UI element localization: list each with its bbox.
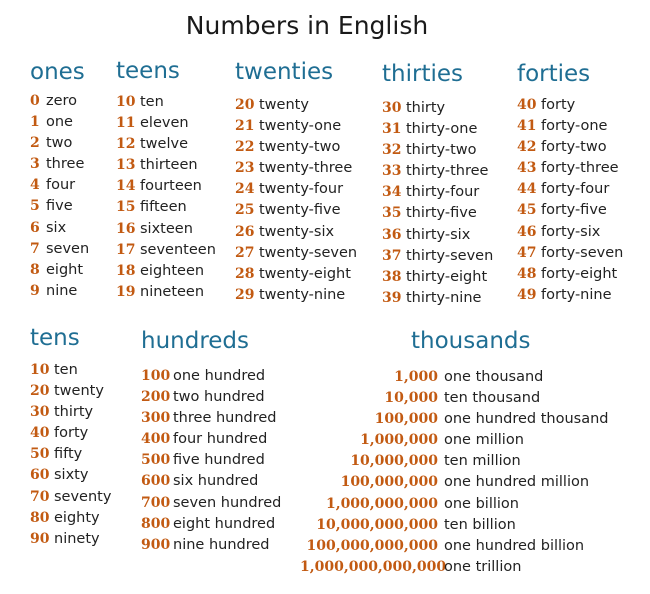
list-item	[235, 116, 357, 137]
section-twenties	[235, 57, 357, 306]
number-word: six	[46, 219, 67, 236]
number-word: sixty	[54, 467, 89, 484]
number-figure: 600	[141, 473, 171, 490]
number-word: three	[46, 156, 85, 173]
section-heading: tens	[30, 325, 80, 351]
number-figure: 1,000,000,000,000	[300, 558, 447, 575]
list-item	[116, 197, 216, 218]
number-word: thirty-eight	[406, 268, 488, 285]
list-item	[300, 472, 609, 493]
number-figure: 26	[235, 223, 255, 240]
number-word: seven hundred	[173, 494, 282, 511]
number-figure: 50	[30, 446, 50, 463]
number-word: forty-seven	[541, 244, 624, 261]
list-item	[116, 240, 216, 261]
list-item	[30, 239, 89, 260]
list-item	[116, 155, 216, 176]
list-item	[300, 430, 609, 451]
number-figure: 25	[235, 202, 255, 219]
list-item	[30, 196, 89, 217]
list-item	[141, 535, 281, 556]
list-item	[30, 154, 89, 175]
number-figure: 15	[116, 199, 136, 216]
number-figure: 10,000,000,000	[316, 516, 438, 533]
number-word: five hundred	[173, 452, 265, 469]
number-figure: 4	[30, 177, 40, 194]
number-figure: 32	[382, 142, 402, 159]
number-figure: 22	[235, 139, 255, 156]
section-heading: forties	[517, 61, 591, 87]
number-word: thirty	[406, 100, 446, 116]
list-item	[300, 409, 609, 430]
number-word: twenty-two	[259, 139, 341, 156]
number-word: thirteen	[140, 157, 198, 174]
number-word: forty	[541, 97, 576, 113]
number-word: five	[46, 198, 73, 215]
number-word: thirty	[54, 404, 94, 421]
list-item	[235, 158, 357, 179]
number-figure: 16	[116, 220, 136, 237]
number-figure: 27	[235, 244, 255, 261]
number-figure: 40	[30, 425, 50, 442]
number-figure: 37	[382, 247, 402, 264]
list-item	[300, 451, 609, 472]
section-heading: hundreds	[141, 328, 250, 354]
section-heading: ones	[30, 59, 85, 85]
number-figure: 13	[116, 157, 136, 174]
list-item	[30, 465, 111, 486]
number-word: one	[46, 114, 73, 131]
number-figure: 60	[30, 467, 50, 484]
number-figure: 36	[382, 226, 402, 243]
list-item	[116, 113, 216, 134]
list-item	[517, 285, 623, 306]
number-word: sixteen	[140, 220, 193, 237]
number-figure: 28	[235, 265, 255, 282]
list-item	[235, 222, 357, 243]
list-item	[517, 243, 623, 264]
list-item	[382, 203, 493, 224]
number-figure: 80	[30, 509, 50, 526]
list-item	[30, 487, 111, 508]
number-word: one billion	[444, 495, 519, 512]
number-figure: 48	[517, 265, 537, 282]
number-figure: 10,000	[384, 390, 438, 407]
number-word: twenty-nine	[259, 286, 346, 303]
list-item	[517, 222, 623, 243]
number-word: thirty-four	[406, 184, 480, 201]
section-heading: twenties	[235, 59, 334, 85]
number-figure: 5	[30, 198, 40, 215]
list-item	[141, 387, 281, 408]
number-word: four hundred	[173, 431, 268, 448]
number-word: one hundred thousand	[444, 411, 609, 428]
number-word: one million	[444, 432, 524, 449]
number-figure: 0	[30, 93, 40, 109]
number-figure: 70	[30, 488, 50, 505]
number-figure: 47	[517, 244, 537, 261]
number-word: ten	[140, 94, 164, 110]
list-item	[300, 515, 609, 536]
number-word: twenty-three	[259, 160, 353, 177]
list-item	[116, 92, 216, 113]
number-figure: 17	[116, 241, 136, 258]
list-item	[382, 98, 493, 119]
number-word: thirty-six	[406, 226, 471, 243]
list-item	[30, 281, 89, 302]
list-item	[141, 408, 281, 429]
list-item	[141, 450, 281, 471]
number-figure: 400	[141, 431, 171, 448]
section-heading: thirties	[382, 61, 463, 87]
list-item	[30, 360, 111, 381]
number-figure: 100	[141, 368, 171, 384]
list-item	[30, 508, 111, 529]
number-figure: 42	[517, 139, 537, 156]
number-figure: 21	[235, 118, 255, 135]
number-word: twenty-four	[259, 181, 344, 198]
number-figure: 900	[141, 536, 171, 553]
list-item	[30, 112, 89, 133]
section-thirties	[382, 59, 493, 309]
number-word: seventy	[54, 488, 112, 505]
number-figure: 35	[382, 205, 402, 222]
number-figure: 40	[517, 97, 537, 113]
number-figure: 24	[235, 181, 255, 198]
list-item	[235, 200, 357, 221]
number-figure: 500	[141, 452, 171, 469]
number-word: twenty	[259, 97, 309, 113]
list-item	[300, 536, 609, 557]
list-item	[235, 137, 357, 158]
number-word: twenty-seven	[259, 244, 358, 261]
number-word: eighty	[54, 509, 100, 526]
section-heading: teens	[116, 58, 180, 84]
list-item	[116, 261, 216, 282]
list-item	[30, 402, 111, 423]
number-word: thirty-three	[406, 163, 489, 180]
list-item	[517, 200, 623, 221]
number-word: twenty-five	[259, 202, 341, 219]
number-word: ten thousand	[444, 390, 541, 407]
list-item	[30, 260, 89, 281]
list-item	[30, 529, 111, 550]
number-word: one hundred million	[444, 474, 590, 491]
number-figure: 20	[235, 97, 255, 113]
list-item	[30, 133, 89, 154]
list-item	[517, 95, 623, 116]
list-item	[382, 288, 493, 309]
number-figure: 7	[30, 240, 40, 257]
number-figure: 3	[30, 156, 40, 173]
section-heading: thousands	[411, 328, 531, 354]
number-word: ninety	[54, 530, 100, 547]
number-figure: 14	[116, 178, 136, 195]
number-figure: 38	[382, 268, 402, 285]
list-item	[300, 557, 609, 578]
number-word: thirty-one	[406, 121, 478, 138]
number-word: ten billion	[444, 516, 516, 533]
list-item	[517, 137, 623, 158]
section-forties	[517, 59, 623, 306]
number-word: forty-three	[541, 160, 619, 177]
list-item	[116, 134, 216, 155]
number-figure: 39	[382, 289, 402, 306]
list-item	[30, 175, 89, 196]
number-figure: 29	[235, 286, 255, 303]
number-word: eighteen	[140, 262, 205, 279]
list-item	[141, 514, 281, 535]
list-item	[235, 264, 357, 285]
section-thousands	[300, 367, 609, 578]
number-figure: 30	[30, 404, 50, 421]
number-word: forty-two	[541, 139, 607, 156]
number-word: thirty-nine	[406, 289, 482, 306]
list-item	[517, 116, 623, 137]
number-word: eight	[46, 261, 84, 278]
number-figure: 11	[116, 115, 136, 132]
number-word: thirty-two	[406, 142, 477, 159]
number-figure: 45	[517, 202, 537, 219]
section-teens	[116, 56, 216, 303]
list-item	[382, 119, 493, 140]
list-item	[141, 429, 281, 450]
list-item	[382, 140, 493, 161]
section-tens	[30, 323, 111, 550]
number-figure: 700	[141, 494, 171, 511]
number-word: forty-five	[541, 202, 607, 219]
number-word: twenty	[54, 383, 104, 400]
number-figure: 200	[141, 389, 171, 406]
list-item	[517, 158, 623, 179]
number-word: one hundred billion	[444, 537, 585, 554]
number-word: nine hundred	[173, 536, 270, 553]
number-figure: 49	[517, 286, 537, 303]
number-figure: 31	[382, 121, 402, 138]
list-item	[30, 423, 111, 444]
number-figure: 43	[517, 160, 537, 177]
number-figure: 8	[30, 261, 40, 278]
list-item	[300, 494, 609, 515]
number-word: one hundred	[173, 368, 266, 384]
number-word: forty	[54, 425, 89, 442]
number-figure: 1	[30, 114, 40, 131]
list-item	[141, 471, 281, 492]
list-item	[116, 176, 216, 197]
list-item	[382, 246, 493, 267]
number-word: fifty	[54, 446, 83, 463]
number-word: ten	[54, 362, 78, 378]
list-item	[116, 219, 216, 240]
number-figure: 12	[116, 136, 136, 153]
number-word: eight hundred	[173, 515, 276, 532]
number-word: one trillion	[444, 558, 522, 575]
number-word: forty-eight	[541, 265, 618, 282]
list-item	[30, 381, 111, 402]
number-word: seven	[46, 240, 90, 257]
list-item	[30, 444, 111, 465]
list-item	[517, 264, 623, 285]
number-figure: 100,000,000,000	[306, 537, 438, 554]
list-item	[235, 95, 357, 116]
number-figure: 20	[30, 383, 50, 400]
list-item	[517, 179, 623, 200]
number-word: fifteen	[140, 199, 187, 216]
number-figure: 6	[30, 219, 40, 236]
number-figure: 1,000,000,000	[325, 495, 438, 512]
number-word: zero	[46, 93, 78, 109]
number-word: seventeen	[140, 241, 216, 258]
number-word: nine	[46, 282, 78, 299]
section-hundreds	[141, 326, 281, 556]
number-word: three hundred	[173, 410, 277, 427]
list-item	[116, 282, 216, 303]
number-word: fourteen	[140, 178, 202, 195]
number-word: nineteen	[140, 283, 205, 300]
list-item	[141, 366, 281, 387]
number-word: two	[46, 135, 73, 152]
list-item	[382, 182, 493, 203]
number-word: forty-six	[541, 223, 601, 240]
number-figure: 800	[141, 515, 171, 532]
number-figure: 9	[30, 282, 40, 299]
list-item	[235, 179, 357, 200]
number-figure: 18	[116, 262, 136, 279]
number-figure: 30	[382, 100, 402, 116]
number-word: twenty-six	[259, 223, 335, 240]
number-figure: 100,000,000	[340, 474, 438, 491]
section-ones	[30, 57, 89, 302]
number-word: thirty-seven	[406, 247, 494, 264]
number-figure: 33	[382, 163, 402, 180]
number-figure: 41	[517, 118, 537, 135]
number-word: twenty-one	[259, 118, 342, 135]
number-figure: 1,000,000	[360, 432, 438, 449]
number-figure: 44	[517, 181, 537, 198]
number-figure: 1,000	[394, 369, 438, 385]
number-word: one thousand	[444, 369, 544, 385]
number-word: four	[46, 177, 76, 194]
number-word: two hundred	[173, 389, 265, 406]
number-figure: 23	[235, 160, 255, 177]
number-figure: 19	[116, 283, 136, 300]
number-word: forty-four	[541, 181, 610, 198]
list-item	[235, 243, 357, 264]
number-word: twelve	[140, 136, 188, 153]
number-figure: 300	[141, 410, 171, 427]
number-figure: 10,000,000	[350, 453, 438, 470]
number-figure: 34	[382, 184, 402, 201]
number-word: eleven	[140, 115, 189, 132]
list-item	[141, 493, 281, 514]
list-item	[30, 218, 89, 239]
list-item	[300, 388, 609, 409]
number-figure: 46	[517, 223, 537, 240]
list-item	[30, 91, 89, 112]
number-word: forty-nine	[541, 286, 612, 303]
number-word: six hundred	[173, 473, 259, 490]
list-item	[235, 285, 357, 306]
number-figure: 10	[116, 94, 136, 110]
number-word: twenty-eight	[259, 265, 351, 282]
list-item	[382, 161, 493, 182]
number-figure: 100,000	[374, 411, 438, 428]
list-item	[382, 225, 493, 246]
page-title: Numbers in English	[185, 11, 429, 40]
number-word: forty-one	[541, 118, 608, 135]
number-figure: 2	[30, 135, 40, 152]
list-item	[382, 267, 493, 288]
number-word: ten million	[444, 453, 521, 470]
number-figure: 10	[30, 362, 50, 378]
number-figure: 90	[30, 530, 50, 547]
number-word: thirty-five	[406, 205, 477, 222]
list-item	[300, 367, 609, 388]
